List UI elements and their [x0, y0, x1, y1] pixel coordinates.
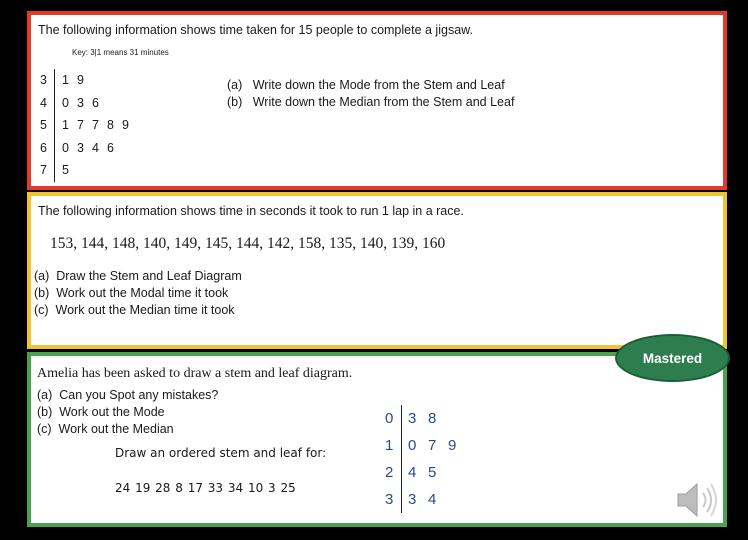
amelia-stem-leaf-leaves	[402, 459, 469, 486]
jigsaw-stem-leaf-leaf: 3	[77, 95, 84, 110]
amelia-question-panel	[27, 352, 727, 527]
jigsaw-stem-leaf-leaf: 9	[122, 118, 129, 133]
jigsaw-stem-leaf-stem: 6	[40, 137, 55, 160]
amelia-stem-leaf-leaf: 4	[408, 464, 417, 481]
jigsaw-stem-leaf-leaf: 6	[107, 140, 114, 155]
jigsaw-stem-leaf-leaf: 6	[92, 95, 99, 110]
jigsaw-stem-leaf-stem: 7	[40, 159, 55, 182]
section1-intro: The following information shows time taken for 15 people to complete a jigsaw.	[38, 23, 473, 37]
jigsaw-stem-leaf-stem: 4	[40, 92, 55, 115]
amelia-stem-leaf-row	[385, 405, 468, 432]
jigsaw-stem-leaf-leaves	[55, 69, 138, 92]
jigsaw-stem-leaf-leaf: 1	[62, 118, 69, 133]
section2-data-line: 153, 144, 148, 140, 149, 145, 144, 142, 158, 135, 140, 139, 160	[50, 235, 446, 252]
jigsaw-stem-leaf-stem: 3	[40, 69, 55, 92]
jigsaw-stem-leaf-row	[40, 159, 137, 182]
jigsaw-stem-leaf-leaf: 4	[92, 140, 99, 155]
amelia-stem-leaf-leaf: 3	[408, 410, 417, 427]
amelia-stem-leaf-leaf: 4	[428, 491, 437, 508]
amelia-stem-leaf-leaves	[402, 486, 469, 513]
jigsaw-stem-leaf-row	[40, 137, 137, 160]
section2-question-b: (b) Work out the Modal time it took	[34, 286, 229, 300]
jigsaw-stem-leaf-leaves	[55, 92, 138, 115]
section3-stem-leaf	[385, 405, 468, 513]
section3-numbers: 24 19 28 8 17 33 34 10 3 25	[115, 481, 296, 495]
speaker-icon[interactable]	[672, 475, 722, 525]
amelia-stem-leaf-leaves	[402, 405, 469, 432]
jigsaw-stem-leaf-leaf: 8	[107, 118, 114, 133]
jigsaw-stem-leaf-leaves	[55, 159, 138, 182]
jigsaw-stem-leaf-leaf: 7	[77, 118, 84, 133]
amelia-stem-leaf-stem: 2	[385, 459, 402, 486]
section3-instruction: Draw an ordered stem and leaf for:	[115, 446, 327, 460]
amelia-stem-leaf-stem: 0	[385, 405, 402, 432]
amelia-stem-leaf-leaf: 0	[408, 437, 417, 454]
amelia-stem-leaf-leaf: 9	[448, 437, 457, 454]
race-question-panel	[27, 192, 727, 349]
jigsaw-stem-leaf-leaf: 0	[62, 95, 69, 110]
amelia-stem-leaf-row	[385, 486, 468, 513]
amelia-stem-leaf-leaf: 8	[428, 410, 437, 427]
jigsaw-stem-leaf-row	[40, 92, 137, 115]
section3-question-b: (b) Work out the Mode	[37, 405, 165, 419]
amelia-stem-leaf-leaf: 3	[408, 491, 417, 508]
amelia-stem-leaf-leaf: 5	[428, 464, 437, 481]
section3-intro: Amelia has been asked to draw a stem and leaf diagram.	[37, 366, 353, 381]
jigsaw-stem-leaf-stem: 5	[40, 114, 55, 137]
jigsaw-stem-leaf-leaf: 5	[62, 163, 69, 178]
section2-question-a: (a) Draw the Stem and Leaf Diagram	[34, 269, 242, 283]
section3-question-a: (a) Can you Spot any mistakes?	[37, 388, 219, 402]
amelia-stem-leaf-leaf: 7	[428, 437, 437, 454]
mastered-badge: Mastered	[615, 334, 730, 382]
jigsaw-stem-leaf-leaves	[55, 137, 138, 160]
jigsaw-stem-leaf-leaf: 1	[62, 73, 69, 88]
section2-question-c: (c) Work out the Median time it took	[34, 303, 235, 317]
amelia-stem-leaf-leaves	[402, 432, 469, 459]
amelia-stem-leaf-row	[385, 459, 468, 486]
section1-stem-leaf	[40, 69, 137, 182]
jigsaw-stem-leaf-row	[40, 114, 137, 137]
amelia-stem-leaf-stem: 1	[385, 432, 402, 459]
jigsaw-stem-leaf-row	[40, 69, 137, 92]
section1-question-b: (b) Write down the Median from the Stem and Leaf	[227, 95, 515, 109]
jigsaw-stem-leaf-leaves	[55, 114, 138, 137]
jigsaw-question-panel	[27, 11, 727, 190]
jigsaw-stem-leaf-leaf: 9	[77, 73, 84, 88]
section1-key: Key: 3|1 means 31 minutes	[72, 48, 169, 57]
jigsaw-stem-leaf-leaf: 7	[92, 118, 99, 133]
jigsaw-stem-leaf-leaf: 0	[62, 140, 69, 155]
section2-intro: The following information shows time in seconds it took to run 1 lap in a race.	[38, 204, 464, 218]
section1-question-a: (a) Write down the Mode from the Stem and Leaf	[227, 78, 505, 92]
section3-question-c: (c) Work out the Median	[37, 422, 174, 436]
amelia-stem-leaf-stem: 3	[385, 486, 402, 513]
jigsaw-stem-leaf-leaf: 3	[77, 140, 84, 155]
amelia-stem-leaf-row	[385, 432, 468, 459]
